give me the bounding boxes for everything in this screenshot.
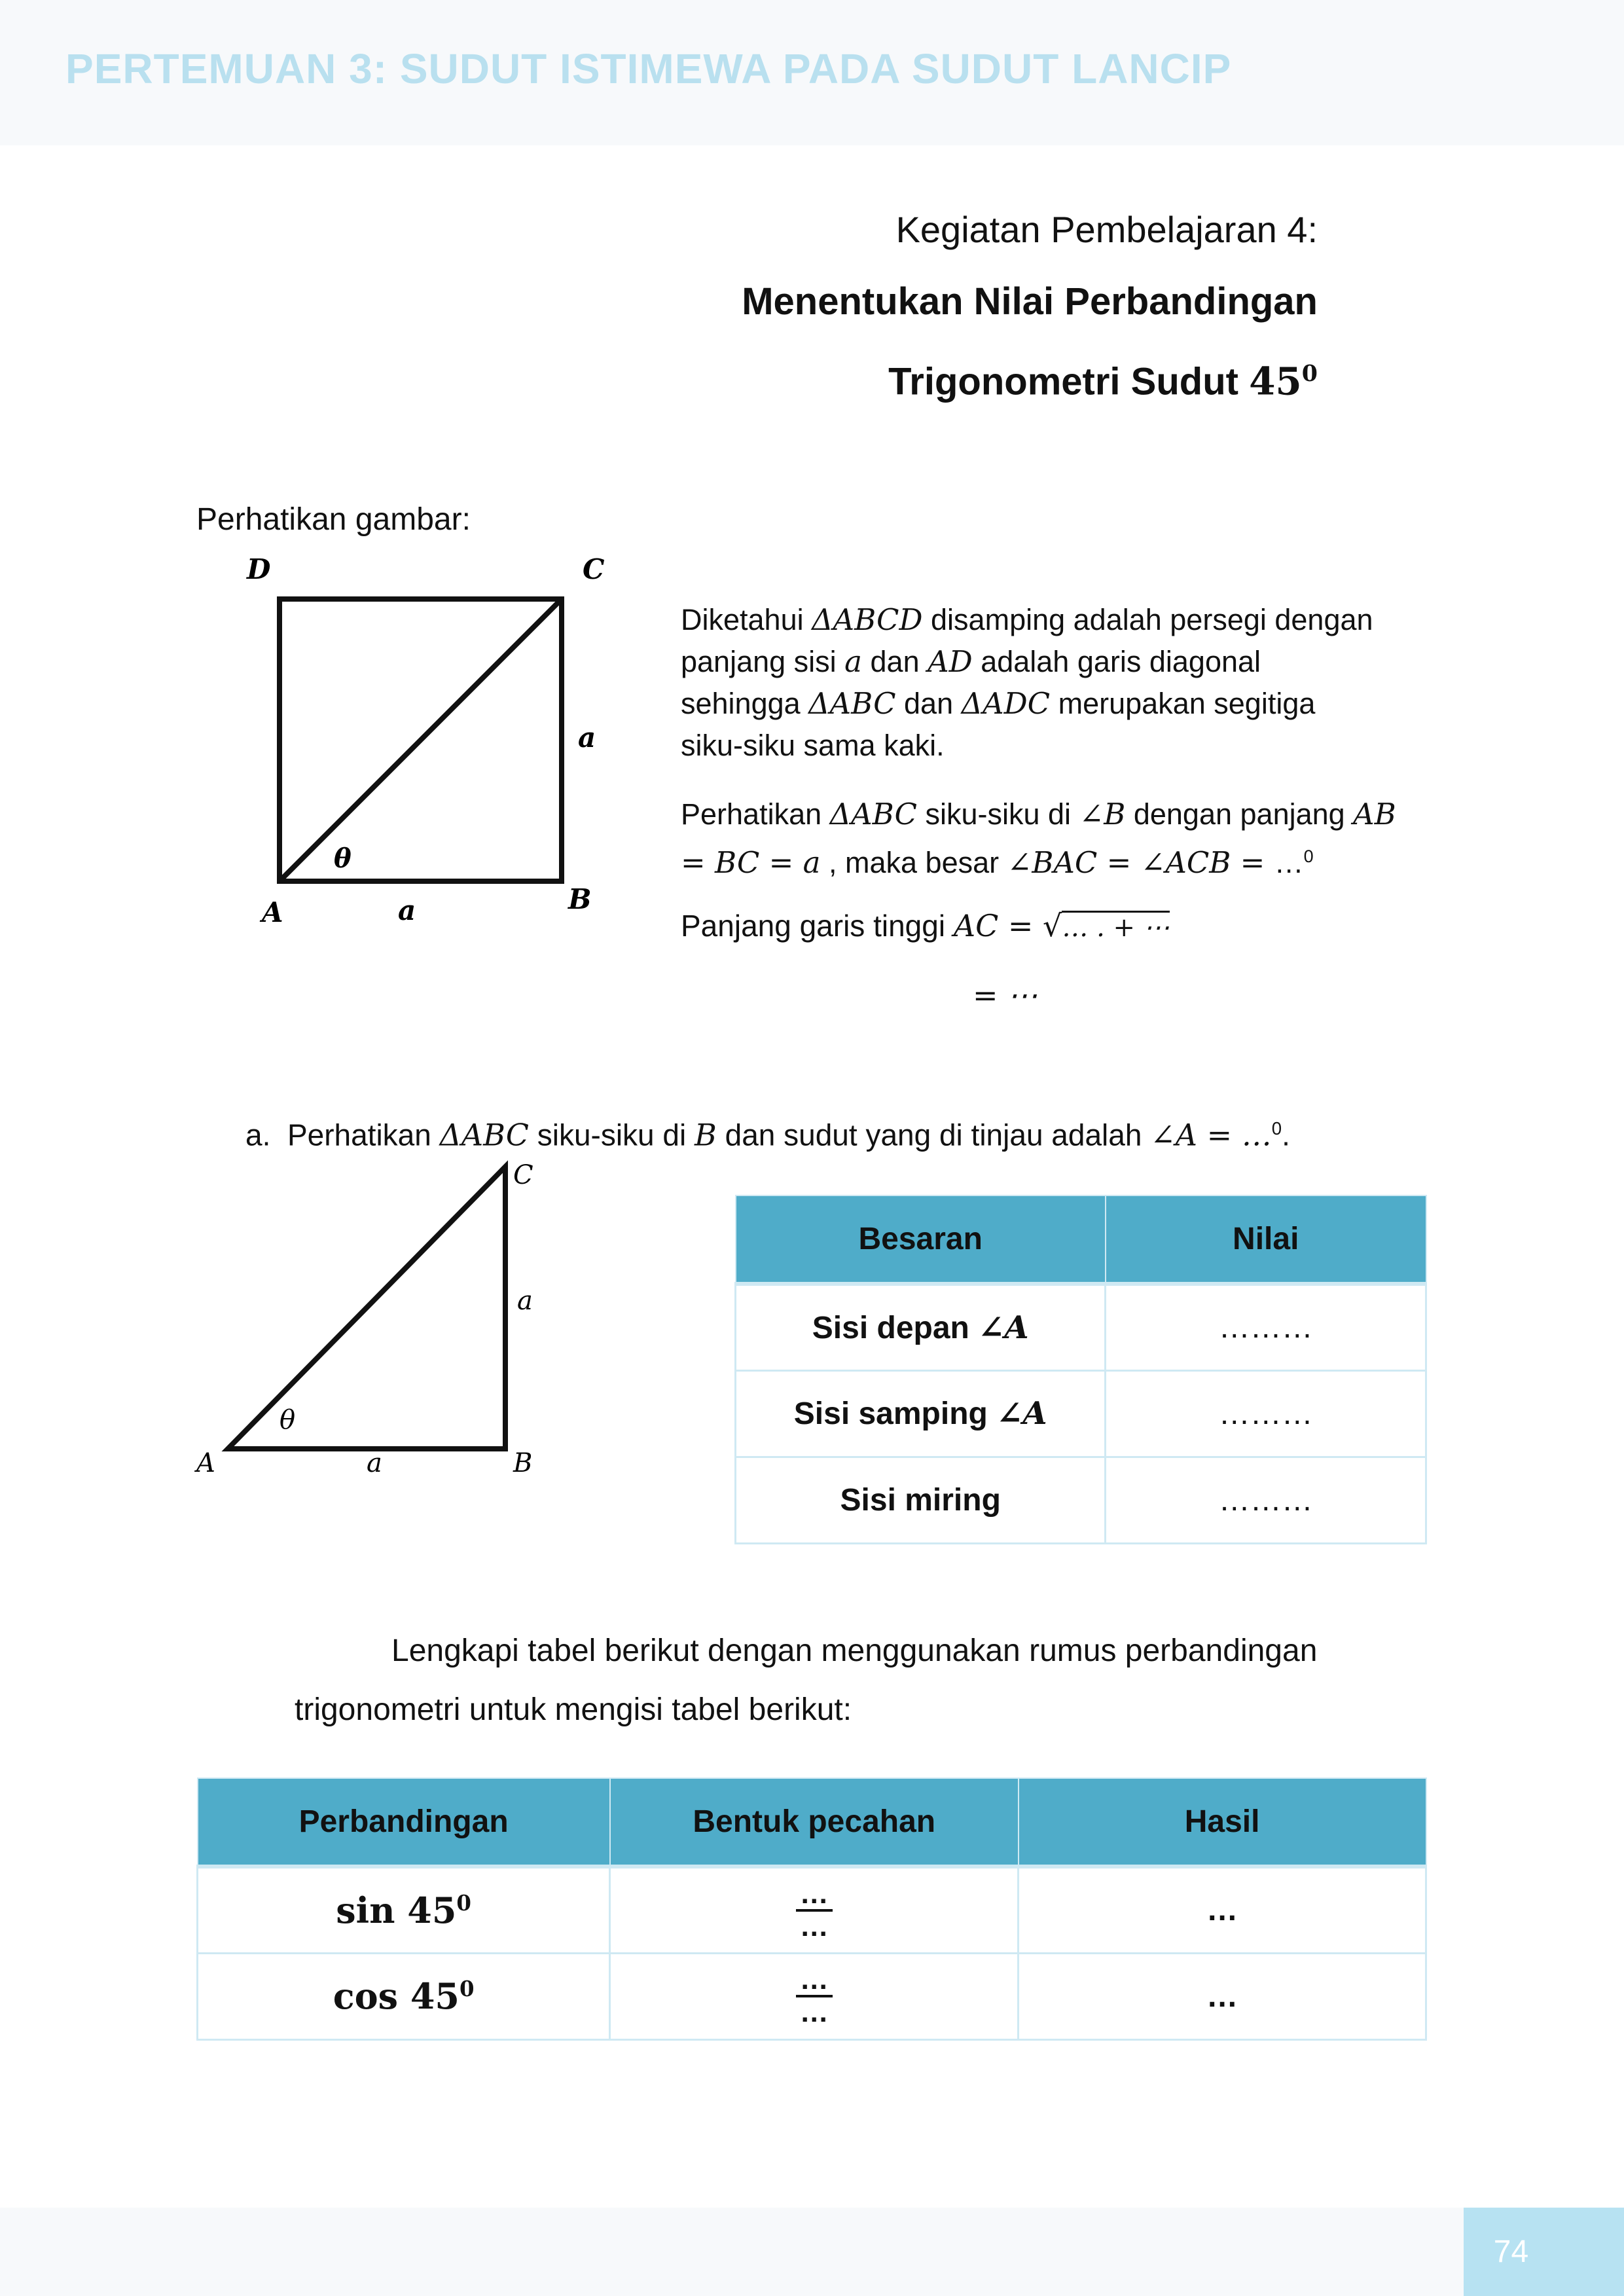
desc-text: disamping adalah persegi dengan panjang sisi xyxy=(681,603,1373,678)
desc-text: … xyxy=(1274,846,1304,879)
fraction-cell xyxy=(610,1953,1019,2039)
description-paragraph-1 xyxy=(681,599,1375,767)
desc-math: AD xyxy=(928,644,973,679)
degree-sup: 0 xyxy=(456,1890,471,1916)
value-cell: ……… xyxy=(1106,1457,1426,1543)
fraction-denominator: … xyxy=(799,1910,829,1942)
column-header-value: Nilai xyxy=(1106,1195,1426,1284)
column-header-fraction: Bentuk pecahan xyxy=(610,1778,1019,1867)
fraction-denominator: … xyxy=(799,1996,829,2028)
quantity-label: Sisi miring xyxy=(840,1483,1001,1518)
desc-math: ∠BAC = ∠ACB = xyxy=(1007,845,1274,880)
ratio-function: sin 45 xyxy=(336,1889,457,1931)
desc-text: dengan panjang xyxy=(1125,797,1354,831)
square-diagonal xyxy=(280,599,562,881)
question-math: ∠A xyxy=(1150,1117,1197,1153)
degree-sup: 0 xyxy=(1303,847,1314,866)
page-number-box xyxy=(1464,2208,1624,2296)
desc-math: ΔABC xyxy=(808,686,896,721)
side-ab-label: a xyxy=(367,1448,382,1478)
activity-subtitle xyxy=(742,338,1318,418)
vertex-c-label: C xyxy=(583,553,605,585)
table-header-row xyxy=(736,1195,1426,1284)
column-header-result: Hasil xyxy=(1019,1778,1426,1867)
angle-theta-label: θ xyxy=(334,843,352,874)
desc-math: ΔABC xyxy=(829,797,917,831)
vertex-a-label: A xyxy=(196,1448,215,1478)
ratio-table xyxy=(196,1777,1427,2041)
fraction xyxy=(796,1965,833,2028)
chapter-header-title: PERTEMUAN 3: SUDUT ISTIMEWA PADA SUDUT LANCIP xyxy=(65,45,1232,92)
question-marker: a. xyxy=(245,1118,271,1152)
question-math: = … xyxy=(1197,1117,1272,1153)
page-number: 74 xyxy=(1493,2234,1529,2269)
triangle-figure xyxy=(190,1152,556,1493)
quantity-label: Sisi depan xyxy=(812,1310,979,1345)
side-bc-label: a xyxy=(578,721,596,754)
vertex-c-label: C xyxy=(513,1160,533,1190)
question-a xyxy=(245,1108,1290,1156)
description-result: = ⋯ xyxy=(973,977,1038,1013)
degree-sup: 0 xyxy=(459,1977,475,2001)
vertex-b-label: B xyxy=(513,1448,533,1478)
desc-text: Panjang garis tinggi xyxy=(681,909,954,943)
description-paragraph-3 xyxy=(681,905,1170,949)
sides-table xyxy=(734,1195,1427,1544)
fraction-numerator: … xyxy=(796,1965,833,1997)
table-row xyxy=(736,1370,1426,1457)
angle-theta-label: θ xyxy=(280,1405,296,1435)
desc-math: ΔADC xyxy=(961,686,1051,721)
table-header-row xyxy=(198,1778,1426,1867)
side-ab-label: a xyxy=(398,894,416,926)
desc-math: a xyxy=(844,644,863,679)
question-math: ΔABC xyxy=(439,1117,529,1153)
table-row xyxy=(736,1284,1426,1370)
fraction-cell xyxy=(610,1867,1019,1953)
desc-math: ∠B xyxy=(1079,797,1126,831)
activity-subtitle-text: Trigonometri Sudut xyxy=(888,360,1250,403)
quantity-math: ∠A xyxy=(996,1395,1047,1432)
column-header-quantity: Besaran xyxy=(736,1195,1106,1284)
table-row xyxy=(198,1953,1426,2039)
table-row xyxy=(736,1457,1426,1543)
degree-sup: 0 xyxy=(1301,360,1318,387)
desc-math: ΔABCD xyxy=(812,602,923,637)
activity-label: Kegiatan Pembelajaran 4: xyxy=(895,209,1318,250)
instruction-line-2: trigonometri untuk mengisi tabel berikut: xyxy=(295,1692,852,1727)
triangle-outline xyxy=(228,1167,505,1449)
sqrt-symbol: √ xyxy=(1043,908,1062,943)
ratio-cell xyxy=(198,1867,610,1953)
desc-math: AC = xyxy=(953,908,1043,943)
footer-band xyxy=(0,2208,1624,2296)
result-cell: … xyxy=(1019,1867,1426,1953)
table-row xyxy=(198,1867,1426,1953)
desc-text: Perhatikan xyxy=(681,797,830,831)
desc-text: Diketahui xyxy=(681,603,812,636)
vertex-d-label: D xyxy=(247,553,271,585)
quantity-cell xyxy=(736,1370,1106,1457)
desc-text: siku-siku di xyxy=(916,797,1079,831)
activity-title: Menentukan Nilai Perbandingan xyxy=(742,280,1318,323)
vertex-a-label: A xyxy=(262,896,283,928)
column-header-ratio: Perbandingan xyxy=(198,1778,610,1867)
question-math: B xyxy=(695,1117,717,1153)
question-text: siku-siku di xyxy=(528,1118,695,1152)
sqrt-radicand: … . + ⋯ xyxy=(1062,911,1169,943)
desc-text: dan xyxy=(862,645,928,678)
ratio-function: cos 45 xyxy=(333,1975,460,2017)
angle-value: 45 xyxy=(1249,359,1302,404)
value-cell: ……… xyxy=(1106,1370,1426,1457)
question-text: Perhatikan xyxy=(287,1118,440,1152)
instruction-line-1: Lengkapi tabel berikut dengan menggunakan rumus perbandingan xyxy=(391,1633,1318,1668)
side-bc-label: a xyxy=(517,1286,533,1316)
intro-label: Perhatikan gambar: xyxy=(196,502,471,537)
desc-math: AB = BC = a xyxy=(681,797,1396,880)
desc-text: dan xyxy=(895,687,962,720)
question-text: . xyxy=(1282,1118,1290,1152)
quantity-cell xyxy=(736,1284,1106,1370)
desc-text: adalah garis diagonal sehingga xyxy=(681,645,1261,720)
description-paragraph-2 xyxy=(681,793,1420,884)
quantity-cell xyxy=(736,1457,1106,1543)
desc-text: merupakan segitiga siku-siku sama kaki. xyxy=(681,687,1316,762)
result-cell: … xyxy=(1019,1953,1426,2039)
vertex-b-label: B xyxy=(568,883,592,915)
ratio-cell xyxy=(198,1953,610,2039)
question-text: dan sudut yang di tinjau adalah xyxy=(716,1118,1151,1152)
fraction xyxy=(796,1879,833,1942)
value-cell: ……… xyxy=(1106,1284,1426,1370)
quantity-label: Sisi samping xyxy=(793,1396,997,1431)
desc-text: , maka besar xyxy=(820,846,1007,879)
degree-sup: 0 xyxy=(1271,1118,1282,1139)
quantity-math: ∠A xyxy=(978,1309,1029,1346)
activity-title-block xyxy=(742,194,1318,418)
fraction-numerator: … xyxy=(796,1879,833,1912)
square-figure xyxy=(236,550,628,936)
